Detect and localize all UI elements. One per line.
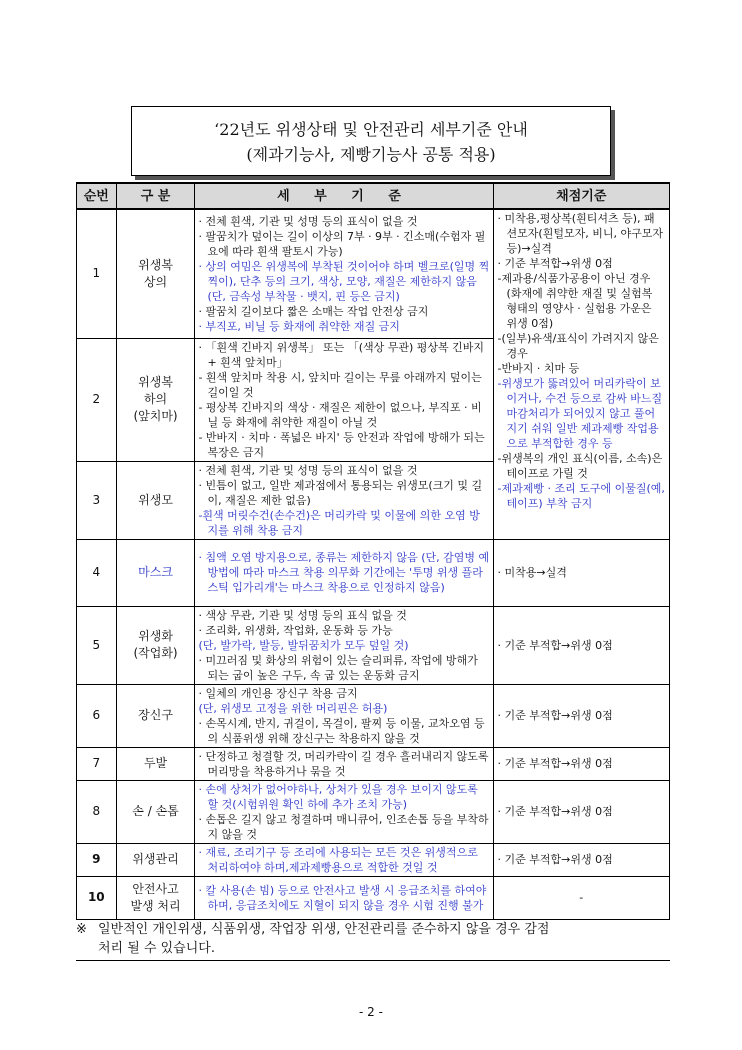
row-score: - xyxy=(493,876,669,919)
standard-line: -흰색 머릿수건(손수건)은 머리카락 및 이물에 의한 오염 방지를 위해 착용 금지 xyxy=(198,508,480,537)
title-line-2: (제과기능사, 제빵기능사 공통 적용) xyxy=(246,145,496,164)
header-standard: 세 부 기 준 xyxy=(195,183,493,209)
row-score: · 미착용→실격 xyxy=(493,539,669,606)
row-standard xyxy=(195,780,493,843)
standard-line: · 손에 상처가 없어야하나, 상처가 있을 경우 보이지 않도록 할 것(시험위원 확인 하에 추가 조치 가능) xyxy=(198,782,478,811)
header-category: 구 분 xyxy=(116,183,195,209)
standard-line: · 팔꿈치가 덮이는 길이 이상의 7부 · 9부 · 긴소매(수험자 필요에 따라 흰색 팔토시 가능) xyxy=(198,229,486,258)
standard-line: - 평상복 긴바지의 색상 · 재질은 제한이 없으나, 부직포 · 비닐 등 화재에 취약한 재질이 아닐 것 xyxy=(198,400,482,429)
row-number: 3 xyxy=(77,461,117,539)
row-category: 두발 xyxy=(116,747,195,780)
row-number: 1 xyxy=(77,209,117,338)
standard-line: · 손목시계, 반지, 귀걸이, 목걸이, 팔찌 등 이물, 교차오염 등의 식품위생 위해 장신구는 착용하지 않을 것 xyxy=(198,716,485,745)
standard-line: · 단정하고 청결할 것, 머리카락이 길 경우 흘러내리지 않도록 머리망을 착용하거나 묶을 것 xyxy=(198,749,489,778)
table-row xyxy=(77,539,670,606)
table-body xyxy=(77,209,670,919)
row-number: 2 xyxy=(77,338,117,461)
standard-line: · 미끄러짐 및 화상의 위험이 있는 슬리퍼류, 작업에 방해가 되는 굽이 높은 구두, 속 굽 있는 운동화 금지 xyxy=(198,653,478,682)
standard-line: · 칼 사용(손 빔) 등으로 안전사고 발생 시 응급조치를 하여야 하며, 응급조치에도 지혈이 되지 않을 경우 시험 진행 불가 xyxy=(198,883,487,912)
table-row xyxy=(77,606,670,684)
row-standard xyxy=(195,209,493,338)
standard-line: · 재료, 조리기구 등 조리에 사용되는 모든 것은 위생적으로 처리하여야 하며,제과제빵용으로 적합한 것일 것 xyxy=(198,845,478,874)
standard-line: · 침액 오염 방지용으로, 종류는 제한하지 않음 (단, 감염병 예방법에 따라 마스크 착용 의무화 기간에는 '투명 위생 플라스틱 입가리개'는 마스크 착용으로 인정하지 않음) xyxy=(198,551,490,594)
row-score: · 기준 부적합→위생 0점 xyxy=(493,843,669,876)
row-standard xyxy=(195,747,493,780)
merged-score-cell xyxy=(493,209,669,539)
row-category: 위생복 상의 xyxy=(116,209,195,338)
row-number: 4 xyxy=(77,539,117,606)
table-row xyxy=(77,209,670,338)
score-line: -(일부)유색/표식이 가려지지 않은 경우 xyxy=(497,332,659,360)
row-number: 10 xyxy=(77,876,117,919)
row-number: 8 xyxy=(77,780,117,843)
row-standard xyxy=(195,539,493,606)
standard-line: · 팔꿈치 길이보다 짧은 소매는 작업 안전상 금지 xyxy=(198,304,429,318)
standard-line: · 조리화, 위생화, 작업화, 운동화 등 가능 xyxy=(198,623,393,637)
table-row xyxy=(77,684,670,747)
row-number: 6 xyxy=(77,684,117,747)
row-number: 5 xyxy=(77,606,117,684)
table-row xyxy=(77,876,670,919)
standard-line: · 상의 여밈은 위생복에 부착된 것이어야 하며 벨크로(일명 찍찍이), 단추 등의 크기, 색상, 모양, 재질은 제한하지 않음(단, 금속성 부착물 · 뱃지, 핀 등은 금지) xyxy=(198,259,490,303)
score-line: · 미착용,평상복(흰티셔츠 등), 패션모자(흰털모자, 비니, 야구모자 등)→실격 xyxy=(497,212,663,255)
row-score: · 기준 부적합→위생 0점 xyxy=(493,780,669,843)
row-standard xyxy=(195,338,493,461)
table-row xyxy=(77,843,670,876)
standard-line: · 「흰색 긴바지 위생복」 또는 「(색상 무관) 평상복 긴바지 + 흰색 앞치마」 xyxy=(198,340,485,369)
row-score: · 기준 부적합→위생 0점 xyxy=(493,747,669,780)
standard-line: · 색상 무관, 기관 및 성명 등의 표식 없을 것 xyxy=(198,608,407,622)
row-standard xyxy=(195,461,493,539)
row-category: 위생모 xyxy=(116,461,195,539)
score-line: -위생복의 개인 표식(이름, 소속)은 테이프로 가릴 것 xyxy=(497,452,663,480)
header-score: 채점기준 xyxy=(493,183,669,209)
row-category: 장신구 xyxy=(116,684,195,747)
row-category: 위생화 (작업화) xyxy=(116,606,195,684)
standard-line: - 흰색 앞치마 착용 시, 앞치마 길이는 무릎 아래까지 덮이는 길이일 것 xyxy=(198,370,482,399)
header-num: 순번 xyxy=(77,183,117,209)
row-category: 위생복 하의 (앞치마) xyxy=(116,338,195,461)
note-line-2: 처리 될 수 있습니다. xyxy=(98,941,215,956)
standard-line: · 부직포, 비닐 등 화재에 취약한 재질 금지 xyxy=(198,319,400,333)
standard-line: · 전체 흰색, 기관 및 성명 등의 표식이 없을 것 xyxy=(198,463,418,477)
row-standard xyxy=(195,876,493,919)
row-category: 마스크 xyxy=(116,539,195,606)
row-score: · 기준 부적합→위생 0점 xyxy=(493,684,669,747)
score-line: -반바지 · 치마 등 xyxy=(497,362,580,375)
score-line: -위생모가 뚫려있어 머리카락이 보이거나, 수건 등으로 감싸 바느질 마감처리가 되어있지 않고 풀어지기 쉬워 일반 제과제빵 작업용으로 부적합한 경우 등 xyxy=(497,377,663,450)
title-line-1: ‘22년도 위생상태 및 안전관리 세부기준 안내 xyxy=(214,120,528,139)
row-standard xyxy=(195,843,493,876)
footnote xyxy=(76,914,670,961)
score-line: -제과용/식품가공용이 아닌 경우(화재에 취약한 재질 및 실험복 형태의 영양사 · 실험용 가운은 위생 0점) xyxy=(497,272,653,330)
standard-line: - 반바지 · 치마 · 폭넓은 바지' 등 안전과 작업에 방해가 되는 복장은 금지 xyxy=(198,430,485,459)
row-category: 손 / 손톱 xyxy=(116,780,195,843)
row-number: 9 xyxy=(77,843,117,876)
standard-line: (단, 위생모 고정을 위한 머리핀은 허용) xyxy=(198,701,388,715)
standard-line: (단, 발가락, 발등, 발뒤꿈치가 모두 덮일 것) xyxy=(198,638,409,652)
score-line: · 기준 부적합→위생 0점 xyxy=(497,257,613,270)
note-line-1: 일반적인 개인위생, 식품위생, 작업장 위생, 안전관리를 준수하지 않을 경우 감점 xyxy=(98,922,550,937)
row-standard xyxy=(195,684,493,747)
standard-line: · 전체 흰색, 기관 및 성명 등의 표식이 없을 것 xyxy=(198,214,418,228)
row-category: 안전사고 발생 처리 xyxy=(116,876,195,919)
document-title-box xyxy=(131,106,611,176)
table-row xyxy=(77,747,670,780)
row-number: 7 xyxy=(77,747,117,780)
row-standard xyxy=(195,606,493,684)
page-number: - 2 - xyxy=(359,1005,383,1019)
standard-line: · 빈틈이 없고, 일반 제과점에서 통용되는 위생모(크기 및 길이, 재질은 제한 없음) xyxy=(198,478,483,507)
row-score: · 기준 부적합→위생 0점 xyxy=(493,606,669,684)
standard-line: · 일체의 개인용 장신구 착용 금지 xyxy=(198,686,358,700)
standard-line: · 손톱은 길지 않고 청결하며 매니큐어, 인조손톱 등을 부착하지 않을 것 xyxy=(198,812,489,841)
score-line: -제과제빵 · 조리 도구에 이물질(예, 테이프) 부착 금지 xyxy=(497,482,665,510)
hygiene-standards-table xyxy=(76,182,670,920)
note-symbol: ※ xyxy=(76,922,87,937)
table-row xyxy=(77,780,670,843)
row-category: 위생관리 xyxy=(116,843,195,876)
